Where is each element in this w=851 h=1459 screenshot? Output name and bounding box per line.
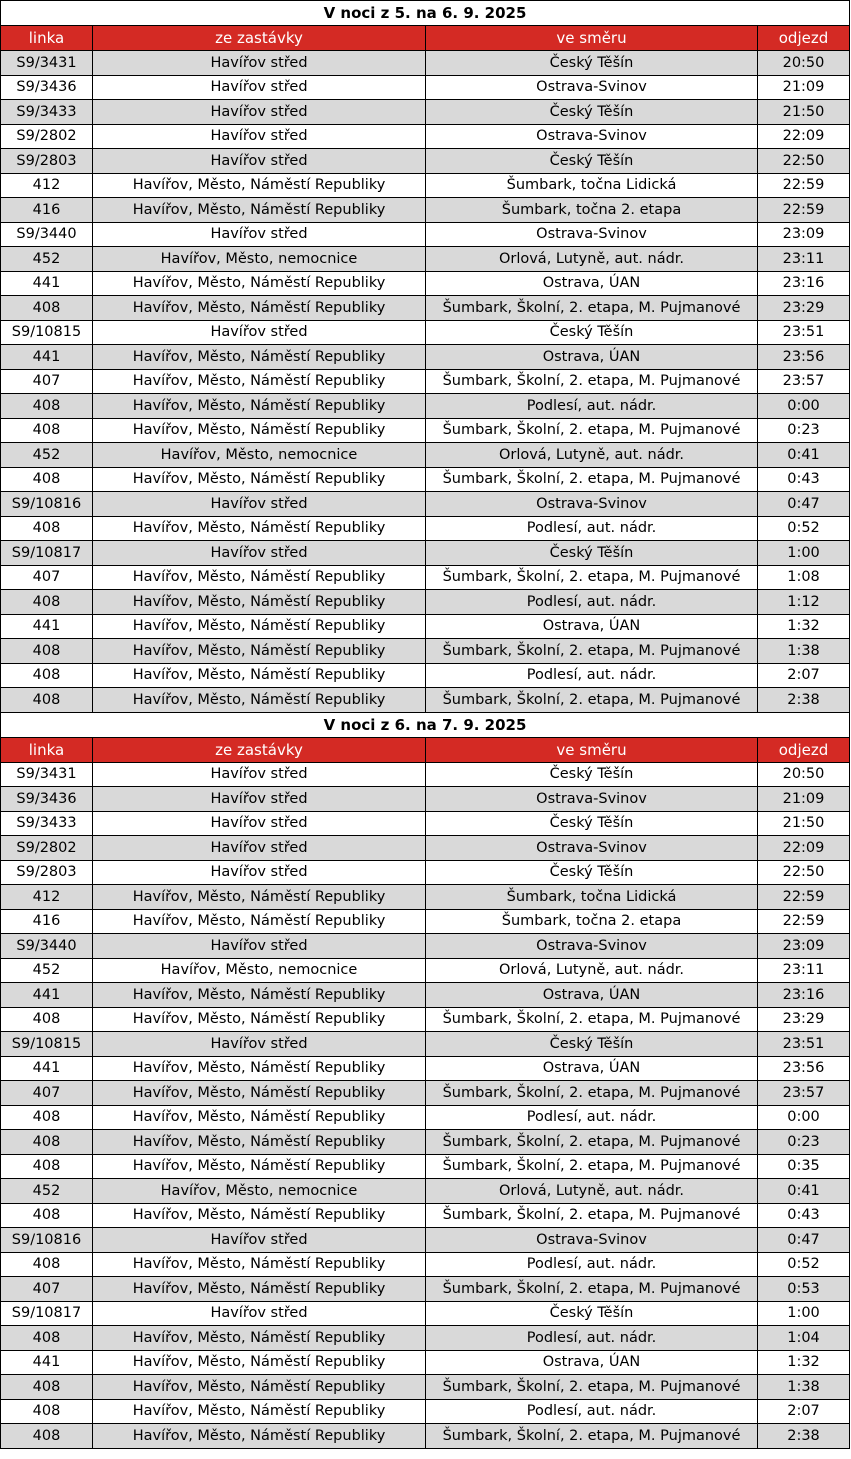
table-row [1, 296, 850, 321]
line-cell: 441 [1, 1350, 93, 1375]
departure-cell: 23:29 [758, 1007, 850, 1032]
departure-cell: 0:43 [758, 1203, 850, 1228]
table-row [1, 418, 850, 443]
column-header: odjezd [758, 737, 850, 762]
direction-cell: Orlová, Lutyně, aut. nádr. [426, 247, 758, 272]
direction-cell: Český Těšín [426, 860, 758, 885]
from-stop-cell: Havířov střed [93, 149, 426, 174]
from-stop-cell: Havířov střed [93, 811, 426, 836]
departure-cell: 23:57 [758, 369, 850, 394]
table-row [1, 124, 850, 149]
direction-cell: Ostrava, ÚAN [426, 1056, 758, 1081]
from-stop-cell: Havířov, Město, Náměstí Republiky [93, 1130, 426, 1155]
line-cell: S9/3440 [1, 222, 93, 247]
departure-cell: 0:41 [758, 443, 850, 468]
table-row [1, 565, 850, 590]
line-cell: 452 [1, 958, 93, 983]
from-stop-cell: Havířov střed [93, 1032, 426, 1057]
table-row [1, 1154, 850, 1179]
direction-cell: Český Těšín [426, 149, 758, 174]
from-stop-cell: Havířov, Město, Náměstí Republiky [93, 565, 426, 590]
direction-cell: Ostrava, ÚAN [426, 983, 758, 1008]
line-cell: 408 [1, 663, 93, 688]
line-cell: 408 [1, 1203, 93, 1228]
line-cell: S9/2802 [1, 124, 93, 149]
departure-cell: 0:53 [758, 1277, 850, 1302]
departure-cell: 22:50 [758, 860, 850, 885]
table-row [1, 271, 850, 296]
table-row [1, 663, 850, 688]
table-row [1, 811, 850, 836]
line-cell: 441 [1, 1056, 93, 1081]
departure-cell: 22:09 [758, 124, 850, 149]
table-row [1, 320, 850, 345]
departure-cell: 1:08 [758, 565, 850, 590]
table-row [1, 860, 850, 885]
line-cell: 408 [1, 1130, 93, 1155]
table-row [1, 688, 850, 713]
from-stop-cell: Havířov střed [93, 222, 426, 247]
table-row [1, 443, 850, 468]
section-title: V noci z 6. na 7. 9. 2025 [1, 712, 850, 737]
departure-cell: 20:50 [758, 51, 850, 76]
departure-cell: 22:50 [758, 149, 850, 174]
table-row [1, 1056, 850, 1081]
table-row [1, 394, 850, 419]
column-header: ve směru [426, 737, 758, 762]
from-stop-cell: Havířov střed [93, 100, 426, 125]
from-stop-cell: Havířov, Město, Náměstí Republiky [93, 345, 426, 370]
line-cell: 408 [1, 1007, 93, 1032]
departure-cell: 23:51 [758, 320, 850, 345]
line-cell: S9/10817 [1, 1301, 93, 1326]
line-cell: 407 [1, 1081, 93, 1106]
line-cell: 408 [1, 1252, 93, 1277]
departure-cell: 0:43 [758, 467, 850, 492]
column-header: ve směru [426, 26, 758, 51]
table-row [1, 614, 850, 639]
line-cell: 452 [1, 1179, 93, 1204]
table-row [1, 541, 850, 566]
from-stop-cell: Havířov střed [93, 541, 426, 566]
direction-cell: Šumbark, točna 2. etapa [426, 909, 758, 934]
departure-cell: 2:07 [758, 1399, 850, 1424]
from-stop-cell: Havířov, Město, Náměstí Republiky [93, 1399, 426, 1424]
departure-cell: 1:12 [758, 590, 850, 615]
table-row [1, 1179, 850, 1204]
departure-cell: 22:59 [758, 909, 850, 934]
table-row [1, 492, 850, 517]
line-cell: S9/3433 [1, 811, 93, 836]
from-stop-cell: Havířov střed [93, 492, 426, 517]
table-row [1, 75, 850, 100]
direction-cell: Šumbark, Školní, 2. etapa, M. Pujmanové [426, 467, 758, 492]
line-cell: 408 [1, 296, 93, 321]
direction-cell: Ostrava, ÚAN [426, 345, 758, 370]
direction-cell: Ostrava, ÚAN [426, 271, 758, 296]
departure-cell: 22:09 [758, 836, 850, 861]
line-cell: S9/3431 [1, 762, 93, 787]
table-row [1, 1228, 850, 1253]
from-stop-cell: Havířov střed [93, 124, 426, 149]
line-cell: S9/3436 [1, 787, 93, 812]
departure-cell: 1:04 [758, 1326, 850, 1351]
direction-cell: Šumbark, točna Lidická [426, 173, 758, 198]
table-row [1, 1375, 850, 1400]
line-cell: 408 [1, 394, 93, 419]
line-cell: S9/3431 [1, 51, 93, 76]
direction-cell: Šumbark, točna Lidická [426, 885, 758, 910]
line-cell: 441 [1, 271, 93, 296]
from-stop-cell: Havířov střed [93, 320, 426, 345]
direction-cell: Šumbark, Školní, 2. etapa, M. Pujmanové [426, 688, 758, 713]
column-header: linka [1, 737, 93, 762]
table-row [1, 198, 850, 223]
table-row [1, 247, 850, 272]
departure-cell: 0:23 [758, 418, 850, 443]
section-title: V noci z 5. na 6. 9. 2025 [1, 1, 850, 26]
departure-cell: 23:57 [758, 1081, 850, 1106]
line-cell: 408 [1, 1326, 93, 1351]
line-cell: 416 [1, 909, 93, 934]
departure-cell: 23:51 [758, 1032, 850, 1057]
from-stop-cell: Havířov střed [93, 787, 426, 812]
line-cell: 416 [1, 198, 93, 223]
departure-cell: 22:59 [758, 885, 850, 910]
line-cell: 408 [1, 1399, 93, 1424]
table-row [1, 149, 850, 174]
departure-cell: 0:52 [758, 516, 850, 541]
column-header: ze zastávky [93, 26, 426, 51]
table-row [1, 1277, 850, 1302]
line-cell: S9/3433 [1, 100, 93, 125]
from-stop-cell: Havířov střed [93, 1301, 426, 1326]
from-stop-cell: Havířov, Město, Náměstí Republiky [93, 688, 426, 713]
departure-cell: 20:50 [758, 762, 850, 787]
direction-cell: Šumbark, Školní, 2. etapa, M. Pujmanové [426, 1007, 758, 1032]
line-cell: 408 [1, 1154, 93, 1179]
column-header-row [1, 26, 850, 51]
departure-cell: 2:38 [758, 1424, 850, 1449]
direction-cell: Podlesí, aut. nádr. [426, 590, 758, 615]
direction-cell: Ostrava, ÚAN [426, 614, 758, 639]
from-stop-cell: Havířov, Město, Náměstí Republiky [93, 394, 426, 419]
line-cell: S9/10816 [1, 1228, 93, 1253]
departure-cell: 1:38 [758, 1375, 850, 1400]
line-cell: 452 [1, 443, 93, 468]
direction-cell: Orlová, Lutyně, aut. nádr. [426, 958, 758, 983]
line-cell: 412 [1, 885, 93, 910]
direction-cell: Orlová, Lutyně, aut. nádr. [426, 1179, 758, 1204]
from-stop-cell: Havířov, Město, Náměstí Republiky [93, 1105, 426, 1130]
from-stop-cell: Havířov střed [93, 934, 426, 959]
departure-cell: 1:38 [758, 639, 850, 664]
direction-cell: Šumbark, Školní, 2. etapa, M. Pujmanové [426, 1130, 758, 1155]
timetable-body [1, 1, 850, 1449]
table-row [1, 983, 850, 1008]
direction-cell: Šumbark, Školní, 2. etapa, M. Pujmanové [426, 639, 758, 664]
from-stop-cell: Havířov střed [93, 836, 426, 861]
departure-cell: 0:52 [758, 1252, 850, 1277]
departure-cell: 21:50 [758, 100, 850, 125]
line-cell: S9/2802 [1, 836, 93, 861]
from-stop-cell: Havířov, Město, Náměstí Republiky [93, 983, 426, 1008]
direction-cell: Podlesí, aut. nádr. [426, 516, 758, 541]
from-stop-cell: Havířov, Město, Náměstí Republiky [93, 1056, 426, 1081]
line-cell: 412 [1, 173, 93, 198]
direction-cell: Ostrava-Svinov [426, 1228, 758, 1253]
direction-cell: Šumbark, Školní, 2. etapa, M. Pujmanové [426, 296, 758, 321]
departure-cell: 23:09 [758, 222, 850, 247]
table-row [1, 222, 850, 247]
direction-cell: Ostrava-Svinov [426, 75, 758, 100]
from-stop-cell: Havířov, Město, nemocnice [93, 1179, 426, 1204]
direction-cell: Podlesí, aut. nádr. [426, 1326, 758, 1351]
direction-cell: Ostrava-Svinov [426, 836, 758, 861]
departure-cell: 23:11 [758, 958, 850, 983]
from-stop-cell: Havířov, Město, Náměstí Republiky [93, 1007, 426, 1032]
departure-cell: 23:16 [758, 271, 850, 296]
line-cell: 408 [1, 1105, 93, 1130]
departure-cell: 22:59 [758, 173, 850, 198]
line-cell: S9/10817 [1, 541, 93, 566]
table-row [1, 467, 850, 492]
direction-cell: Podlesí, aut. nádr. [426, 1105, 758, 1130]
from-stop-cell: Havířov, Město, Náměstí Republiky [93, 271, 426, 296]
direction-cell: Český Těšín [426, 100, 758, 125]
line-cell: 407 [1, 1277, 93, 1302]
direction-cell: Český Těšín [426, 1301, 758, 1326]
from-stop-cell: Havířov, Město, Náměstí Republiky [93, 369, 426, 394]
departure-cell: 23:56 [758, 1056, 850, 1081]
section-title-row [1, 712, 850, 737]
departure-cell: 23:11 [758, 247, 850, 272]
line-cell: 408 [1, 590, 93, 615]
table-row [1, 1130, 850, 1155]
from-stop-cell: Havířov, Město, Náměstí Republiky [93, 418, 426, 443]
departure-cell: 21:09 [758, 787, 850, 812]
departure-cell: 23:29 [758, 296, 850, 321]
line-cell: S9/10815 [1, 320, 93, 345]
column-header-row [1, 737, 850, 762]
direction-cell: Šumbark, Školní, 2. etapa, M. Pujmanové [426, 418, 758, 443]
from-stop-cell: Havířov, Město, Náměstí Republiky [93, 467, 426, 492]
departure-cell: 22:59 [758, 198, 850, 223]
departure-cell: 2:38 [758, 688, 850, 713]
direction-cell: Šumbark, Školní, 2. etapa, M. Pujmanové [426, 1375, 758, 1400]
table-row [1, 909, 850, 934]
departure-cell: 0:41 [758, 1179, 850, 1204]
table-row [1, 100, 850, 125]
line-cell: 452 [1, 247, 93, 272]
table-row [1, 1424, 850, 1449]
table-row [1, 1350, 850, 1375]
line-cell: S9/2803 [1, 860, 93, 885]
table-row [1, 1399, 850, 1424]
line-cell: 441 [1, 345, 93, 370]
table-row [1, 836, 850, 861]
direction-cell: Ostrava-Svinov [426, 492, 758, 517]
departure-cell: 0:00 [758, 394, 850, 419]
departure-cell: 23:56 [758, 345, 850, 370]
departure-cell: 2:07 [758, 663, 850, 688]
table-row [1, 958, 850, 983]
from-stop-cell: Havířov, Město, Náměstí Republiky [93, 885, 426, 910]
from-stop-cell: Havířov střed [93, 762, 426, 787]
direction-cell: Šumbark, Školní, 2. etapa, M. Pujmanové [426, 1424, 758, 1449]
from-stop-cell: Havířov, Město, Náměstí Republiky [93, 1350, 426, 1375]
direction-cell: Ostrava, ÚAN [426, 1350, 758, 1375]
departure-cell: 1:32 [758, 614, 850, 639]
from-stop-cell: Havířov, Město, Náměstí Republiky [93, 639, 426, 664]
line-cell: 408 [1, 639, 93, 664]
direction-cell: Šumbark, Školní, 2. etapa, M. Pujmanové [426, 369, 758, 394]
direction-cell: Orlová, Lutyně, aut. nádr. [426, 443, 758, 468]
from-stop-cell: Havířov, Město, Náměstí Republiky [93, 1203, 426, 1228]
from-stop-cell: Havířov, Město, Náměstí Republiky [93, 909, 426, 934]
table-row [1, 173, 850, 198]
table-row [1, 1105, 850, 1130]
direction-cell: Ostrava-Svinov [426, 787, 758, 812]
direction-cell: Ostrava-Svinov [426, 222, 758, 247]
from-stop-cell: Havířov střed [93, 51, 426, 76]
line-cell: 408 [1, 516, 93, 541]
from-stop-cell: Havířov, Město, Náměstí Republiky [93, 296, 426, 321]
departure-cell: 0:35 [758, 1154, 850, 1179]
line-cell: 441 [1, 983, 93, 1008]
table-row [1, 1252, 850, 1277]
direction-cell: Podlesí, aut. nádr. [426, 394, 758, 419]
direction-cell: Šumbark, Školní, 2. etapa, M. Pujmanové [426, 1203, 758, 1228]
from-stop-cell: Havířov, Město, nemocnice [93, 247, 426, 272]
from-stop-cell: Havířov, Město, nemocnice [93, 443, 426, 468]
direction-cell: Český Těšín [426, 320, 758, 345]
from-stop-cell: Havířov, Město, Náměstí Republiky [93, 1154, 426, 1179]
table-row [1, 1301, 850, 1326]
direction-cell: Český Těšín [426, 51, 758, 76]
line-cell: S9/10816 [1, 492, 93, 517]
from-stop-cell: Havířov střed [93, 1228, 426, 1253]
table-row [1, 787, 850, 812]
departure-cell: 0:47 [758, 492, 850, 517]
departure-cell: 0:00 [758, 1105, 850, 1130]
from-stop-cell: Havířov, Město, nemocnice [93, 958, 426, 983]
from-stop-cell: Havířov střed [93, 860, 426, 885]
table-row [1, 51, 850, 76]
from-stop-cell: Havířov, Město, Náměstí Republiky [93, 1081, 426, 1106]
line-cell: S9/3436 [1, 75, 93, 100]
line-cell: 408 [1, 1375, 93, 1400]
direction-cell: Podlesí, aut. nádr. [426, 663, 758, 688]
from-stop-cell: Havířov, Město, Náměstí Republiky [93, 1277, 426, 1302]
table-row [1, 1081, 850, 1106]
departure-cell: 0:47 [758, 1228, 850, 1253]
line-cell: S9/10815 [1, 1032, 93, 1057]
line-cell: 408 [1, 1424, 93, 1449]
direction-cell: Šumbark, Školní, 2. etapa, M. Pujmanové [426, 1081, 758, 1106]
departure-cell: 1:32 [758, 1350, 850, 1375]
section-title-row [1, 1, 850, 26]
direction-cell: Ostrava-Svinov [426, 124, 758, 149]
line-cell: 408 [1, 467, 93, 492]
table-row [1, 1007, 850, 1032]
departure-cell: 1:00 [758, 541, 850, 566]
from-stop-cell: Havířov, Město, Náměstí Republiky [93, 516, 426, 541]
table-row [1, 639, 850, 664]
from-stop-cell: Havířov, Město, Náměstí Republiky [93, 1424, 426, 1449]
column-header: linka [1, 26, 93, 51]
direction-cell: Šumbark, Školní, 2. etapa, M. Pujmanové [426, 1154, 758, 1179]
direction-cell: Český Těšín [426, 811, 758, 836]
direction-cell: Ostrava-Svinov [426, 934, 758, 959]
table-row [1, 369, 850, 394]
table-row [1, 762, 850, 787]
from-stop-cell: Havířov, Město, Náměstí Republiky [93, 198, 426, 223]
direction-cell: Podlesí, aut. nádr. [426, 1399, 758, 1424]
direction-cell: Český Těšín [426, 541, 758, 566]
from-stop-cell: Havířov, Město, Náměstí Republiky [93, 663, 426, 688]
from-stop-cell: Havířov, Město, Náměstí Republiky [93, 173, 426, 198]
from-stop-cell: Havířov, Město, Náměstí Republiky [93, 590, 426, 615]
line-cell: 407 [1, 369, 93, 394]
departure-cell: 21:50 [758, 811, 850, 836]
table-row [1, 516, 850, 541]
departure-cell: 23:09 [758, 934, 850, 959]
line-cell: 441 [1, 614, 93, 639]
line-cell: 408 [1, 688, 93, 713]
table-row [1, 590, 850, 615]
direction-cell: Šumbark, točna 2. etapa [426, 198, 758, 223]
departure-cell: 1:00 [758, 1301, 850, 1326]
from-stop-cell: Havířov, Město, Náměstí Republiky [93, 1326, 426, 1351]
column-header: ze zastávky [93, 737, 426, 762]
direction-cell: Český Těšín [426, 762, 758, 787]
from-stop-cell: Havířov, Město, Náměstí Republiky [93, 1375, 426, 1400]
table-row [1, 934, 850, 959]
direction-cell: Podlesí, aut. nádr. [426, 1252, 758, 1277]
table-row [1, 345, 850, 370]
table-row [1, 1032, 850, 1057]
table-row [1, 1326, 850, 1351]
direction-cell: Český Těšín [426, 1032, 758, 1057]
departure-cell: 0:23 [758, 1130, 850, 1155]
line-cell: 407 [1, 565, 93, 590]
direction-cell: Šumbark, Školní, 2. etapa, M. Pujmanové [426, 565, 758, 590]
table-row [1, 885, 850, 910]
departure-cell: 21:09 [758, 75, 850, 100]
table-row [1, 1203, 850, 1228]
line-cell: S9/2803 [1, 149, 93, 174]
line-cell: S9/3440 [1, 934, 93, 959]
column-header: odjezd [758, 26, 850, 51]
from-stop-cell: Havířov, Město, Náměstí Republiky [93, 614, 426, 639]
from-stop-cell: Havířov střed [93, 75, 426, 100]
departure-cell: 23:16 [758, 983, 850, 1008]
from-stop-cell: Havířov, Město, Náměstí Republiky [93, 1252, 426, 1277]
line-cell: 408 [1, 418, 93, 443]
direction-cell: Šumbark, Školní, 2. etapa, M. Pujmanové [426, 1277, 758, 1302]
